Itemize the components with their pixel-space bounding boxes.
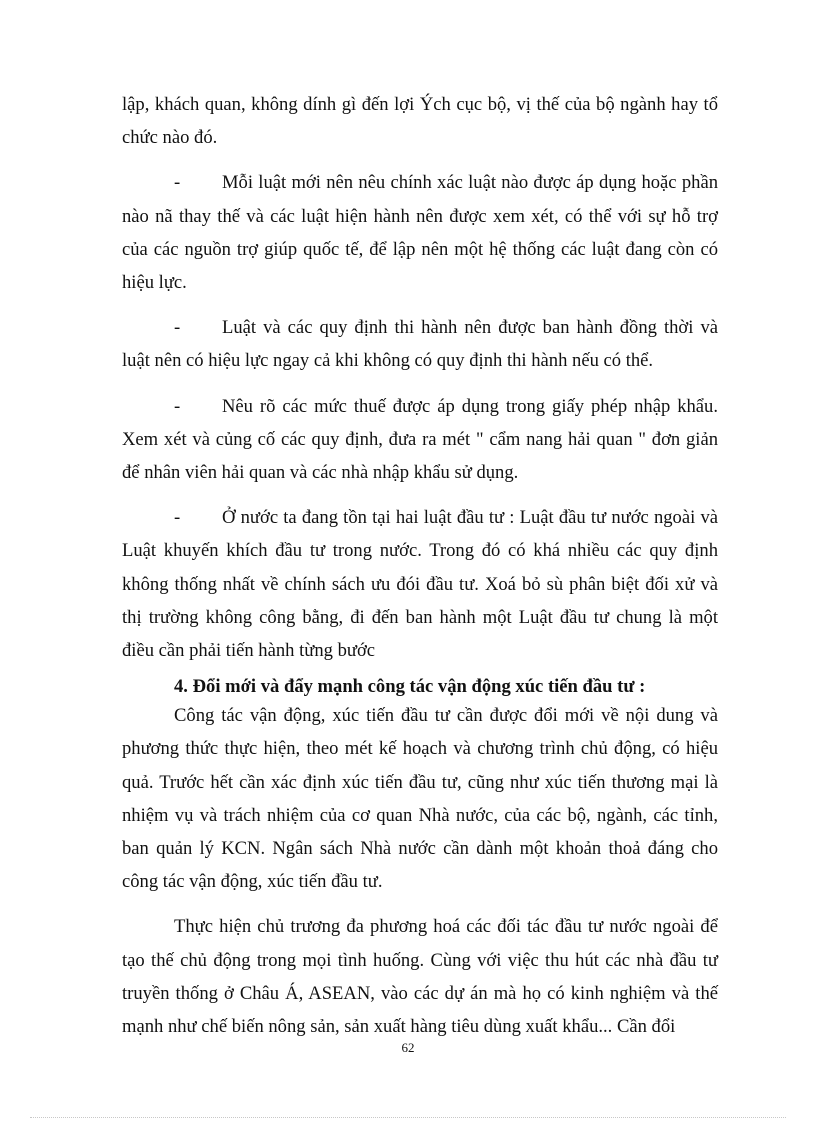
bullet-text: Mỗi luật mới nên nêu chính xác luật nào được áp dụng hoặc phần nào nã thay thế và các luật hiện hành nên được xem xét, có thể với sự hỗ trợ của các nguồn trợ giúp quốc tế, để lập nên một hệ thống các luật đang còn có hiệu lực. [122, 172, 718, 294]
bullet-text: Luật và các quy định thi hành nên được ban hành đồng thời và luật nên có hiệu lực ngay cả khi không có quy định thi hành nếu có thể. [122, 317, 718, 372]
bullet-paragraph [122, 311, 718, 377]
section-heading: 4. Đổi mới và đẩy mạnh công tác vận động xúc tiến đầu tư : [174, 676, 646, 698]
paragraph-continuation: lập, khách quan, không dính gì đến lợi Ých cục bộ, vị thế của bộ ngành hay tổ chức nào đó. [122, 94, 718, 149]
bullet-dash: - [174, 172, 181, 194]
bullet-paragraph [122, 166, 718, 299]
section-paragraph: Công tác vận động, xúc tiến đầu tư cần được đổi mới về nội dung và phương thức thực hiện, theo mét kế hoạch và chương trình chủ động, có hiệu quả. Trước hết cần xác định xúc tiến đầu tư, cũng như xúc tiến thương mại là nhiệm vụ và trách nhiệm của cơ quan Nhà nước, của các bộ, ngành, các tỉnh, ban quản lý KCN. Ngân sách Nhà nước cần dành một khoản thoả đáng cho công tác vận động, xúc tiến đầu tư. [122, 705, 718, 893]
bullet-dash: - [174, 507, 181, 529]
body-text [122, 88, 718, 1055]
section-paragraph: Thực hiện chủ trương đa phương hoá các đối tác đầu tư nước ngoài để tạo thế chủ động trong mọi tình huống. Cùng với việc thu hút các nhà đầu tư truyền thống ở Châu Á, ASEAN, vào các dự án mà họ có kinh nghiệm và thế mạnh như chế biến nông sản, sản xuất hàng tiêu dùng xuất khẩu... Cần đổi [122, 916, 718, 1038]
bullet-dash: - [174, 317, 181, 339]
bullet-text: Ở nước ta đang tồn tại hai luật đầu tư : Luật đầu tư nước ngoài và Luật khuyến khích đầu tư trong nước. Trong đó có khá nhiều các quy định không thống nhất về chính sách ưu đói đầu tư. Xoá bỏ sù phân biệt đối xử và thị trường không công bằng, đi đến ban hành một Luật đầu tư chung là một điều cần phải tiến hành từng bước [122, 507, 718, 662]
bullet-dash: - [174, 395, 181, 417]
bullet-text: Nêu rõ các mức thuế được áp dụng trong giấy phép nhập khẩu. Xem xét và củng cố các quy định, đưa ra mét " cẩm nang hải quan " đơn giản để nhân viên hải quan và các nhà nhập khẩu sử dụng. [122, 395, 718, 484]
bullet-paragraph [122, 390, 718, 490]
page-number: 62 [401, 1040, 415, 1055]
footer-divider [30, 1117, 786, 1118]
bullet-paragraph [122, 501, 718, 667]
